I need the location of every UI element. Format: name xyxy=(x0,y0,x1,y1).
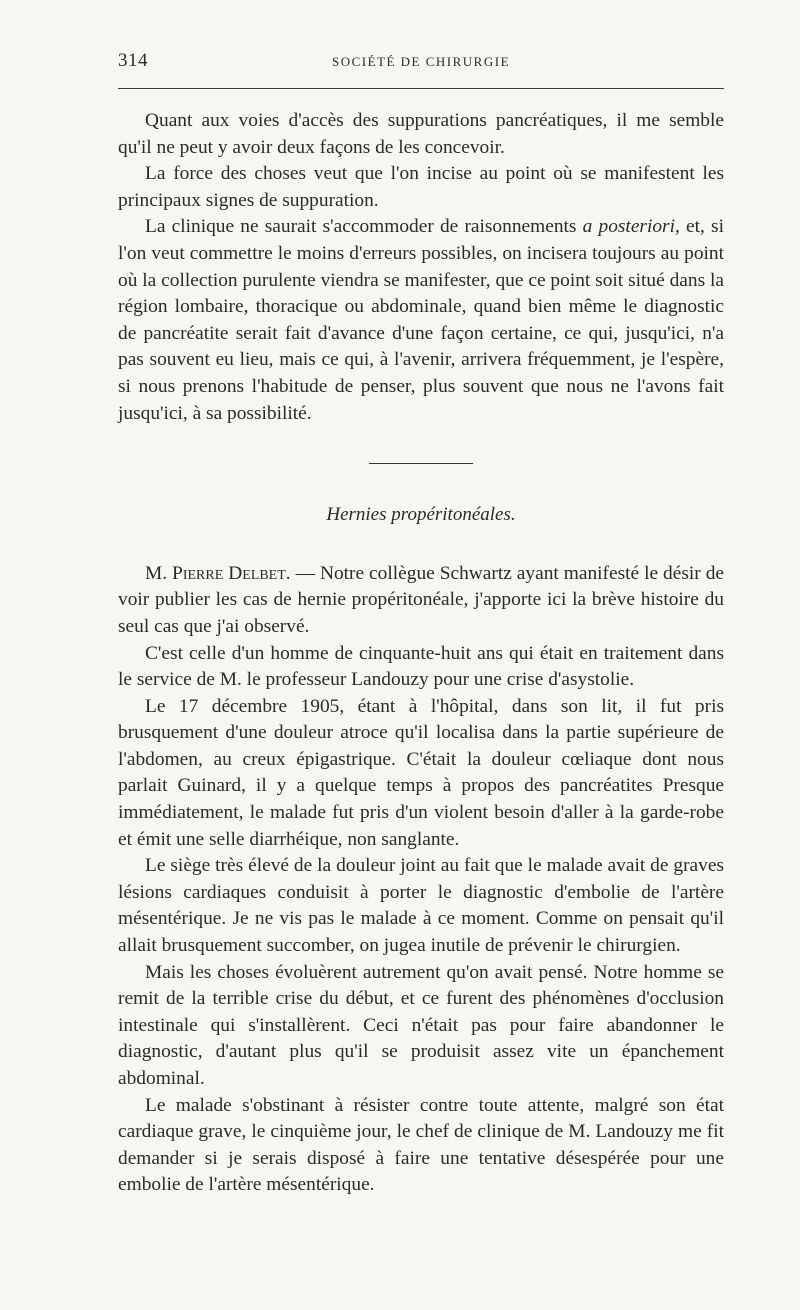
paragraph xyxy=(118,561,724,641)
paragraph: Le 17 décembre 1905, étant à l'hôpital, dans son lit, il fut pris brusquement d'une douleur atroce qu'il localisa dans la partie supérieure de l'abdomen, au creux épigastrique. C'était la douleur cœliaque dont nous parlait Guinard, il y a quelque temps à propos des pancréatites Presque immédiatement, le malade fut pris d'un violent besoin d'aller à la garde-robe et émit une selle diarrhéique, non sanglante. xyxy=(118,695,724,850)
paragraph-text: La clinique ne saurait s'accommoder de raisonnements xyxy=(145,216,583,238)
page-header xyxy=(118,50,724,74)
paragraph: C'est celle d'un homme de cinquante-huit ans qui était en traitement dans le service de M. le professeur Landouzy pour une crise d'asystolie. xyxy=(118,642,724,691)
section-separator xyxy=(369,463,473,464)
paragraph xyxy=(118,214,724,427)
body-text xyxy=(118,108,724,1199)
page-number: 314 xyxy=(118,50,148,71)
paragraph: Le siège très élevé de la douleur joint au fait que le malade avait de graves lésions cardiaques conduisit à porter le diagnostic d'embolie de l'artère mésentérique. Je ne vis pas le malade à ce moment. Comme on pensait qu'il allait brusquement succomber, on jugea inutile de prévenir le chirurgien. xyxy=(118,855,724,957)
paragraph-text: — Notre collègue Schwartz ayant manifesté le désir de voir publier les cas de hernie propéritonéale, j'apporte ici la brève histoire du seul cas que j'ai observé. xyxy=(118,562,725,637)
paragraph: Mais les choses évoluèrent autrement qu'on avait pensé. Notre homme se remit de la terrible crise du début, et ce furent des phénomènes d'occlusion intestinale qui s'installèrent. Ceci n'était pas pour faire abandonner le diagnostic, d'autant plus qu'il se produisit assez vite un épanchement abdominal. xyxy=(118,961,724,1089)
speaker-name: M. Pierre Delbet. xyxy=(145,562,291,584)
paragraph: Le malade s'obstinant à résister contre toute attente, malgré son état cardiaque grave, le cinquième jour, le chef de clinique de M. Landouzy me fit demander si je serais disposé à faire une tentative désespérée pour une embolie de l'artère mésentérique. xyxy=(118,1094,724,1196)
paragraph: La force des choses veut que l'on incise au point où se manifestent les principaux signes de suppuration. xyxy=(118,163,724,211)
latin-phrase: a posteriori xyxy=(582,216,675,238)
paragraph: Quant aux voies d'accès des suppurations pancréatiques, il me semble qu'il ne peut y avoir deux façons de les concevoir. xyxy=(118,110,724,158)
paragraph-text: , et, si l'on veut commettre le moins d'erreurs possibles, on incisera toujours au point où la collection purulente viendra se manifester, que ce point soit situé dans la région lombaire, thoracique ou abdominale, quand bien même le diagnostic de pancréatite serait fait d'avance d'une façon certaine, ce qui, jusqu'ici, n'a pas souvent eu lieu, mais ce qui, à l'avenir, arrivera fréquemment, je l'espère, si nous prenons l'habitude de penser, plus souvent que nous ne l'avons fait jusqu'ici, à sa possibilité. xyxy=(118,216,724,424)
section-title: Hernies propéritonéales. xyxy=(326,504,516,526)
header-rule xyxy=(118,88,724,89)
running-title: SOCIÉTÉ DE CHIRURGIE xyxy=(331,54,511,69)
